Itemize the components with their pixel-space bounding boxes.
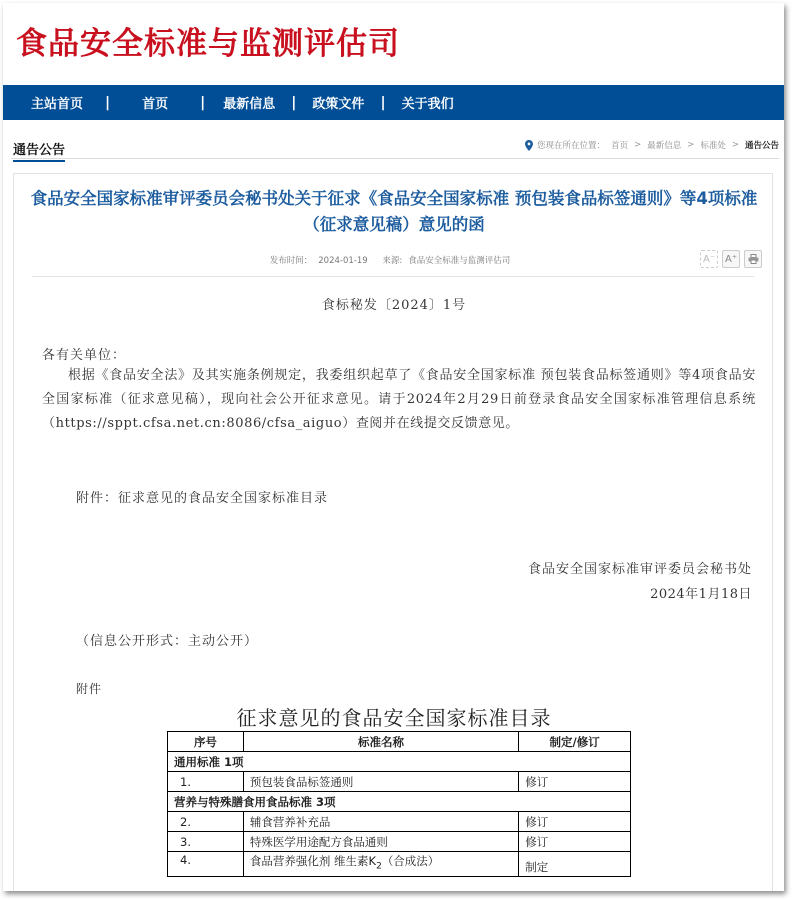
row-name-suffix: （合成法） (381, 854, 440, 868)
print-icon (748, 254, 759, 264)
nav-item-latest-info[interactable]: 最新信息 (223, 97, 276, 112)
print-button[interactable] (744, 250, 762, 268)
breadcrumb-separator: > (687, 140, 695, 150)
main-nav (3, 85, 784, 120)
publish-label: 发布时间： (269, 256, 313, 266)
article-meta (14, 254, 772, 272)
signer: 食品安全国家标准审评委员会秘书处 (527, 562, 752, 577)
font-increase-icon: A⁺ (724, 253, 738, 265)
row-name-main: 食品营养强化剂 维生素K (249, 854, 377, 868)
group-label: 通用标准 1项 (168, 752, 631, 772)
nav-separator: | (200, 94, 206, 111)
row-name (243, 852, 518, 877)
source-label: 来源: (382, 256, 403, 266)
font-decrease-icon: A⁻ (702, 253, 716, 265)
breadcrumb-notices[interactable]: 通告公告 (744, 141, 779, 151)
row-no: 1. (168, 772, 244, 792)
attachment-label: 附件 (76, 682, 103, 696)
group-row (168, 792, 631, 812)
nav-item-main-site[interactable]: 主站首页 (31, 97, 84, 112)
catalog-title: 征求意见的食品安全国家标准目录 (236, 706, 552, 730)
site-logo[interactable]: 食品安全标准与监测评估司 (16, 26, 400, 62)
nav-item-policy-documents[interactable]: 政策文件 (312, 97, 365, 112)
table-row (168, 812, 631, 832)
table-row (168, 852, 631, 877)
row-no: 2. (168, 812, 244, 832)
breadcrumb-standards-office[interactable]: 标准处 (700, 141, 726, 151)
header-name: 标准名称 (243, 732, 518, 752)
nav-item-about-us[interactable]: 关于我们 (401, 97, 454, 112)
row-name-subscript: 2 (376, 861, 382, 872)
nav-separator: | (380, 94, 386, 111)
breadcrumb (525, 139, 779, 151)
article-tools (700, 250, 762, 268)
row-name: 辅食营养补充品 (243, 812, 518, 832)
article-title: 食品安全国家标准审评委员会秘书处关于征求《食品安全国家标准 预包装食品标签通则》等4项标准（征求意见稿）意见的函 (30, 189, 758, 234)
group-label: 营养与特殊膳食用食品标准 3项 (168, 792, 631, 812)
table-header-row (168, 732, 631, 752)
divider (32, 276, 754, 277)
sign-date: 2024年1月18日 (650, 587, 752, 602)
group-row (168, 752, 631, 772)
article-container (13, 173, 773, 891)
section-header (11, 133, 779, 159)
font-decrease-button[interactable] (700, 250, 718, 268)
attachment-note: 附件：征求意见的食品安全国家标准目录 (76, 491, 329, 506)
page-frame (3, 3, 784, 891)
row-type: 制定 (519, 852, 631, 877)
site-header (3, 3, 784, 85)
row-type: 修订 (519, 812, 631, 832)
row-no: 4. (168, 852, 244, 877)
body-paragraph: 根据《食品安全法》及其实施条例规定，我委组织起草了《食品安全国家标准 预包装食品标签通则》等4项食品安全国家标准（征求意见稿），现向社会公开征求意见。请于2024年2月29日前登录食品安全国家标准管理信息系统（https://sppt.cfsa.net.cn:8086/cfsa_aiguo）查阅并在线提交反馈意见。 (42, 368, 756, 431)
location-pin-icon (525, 140, 533, 151)
nav-separator: | (105, 94, 111, 111)
row-type: 修订 (519, 772, 631, 792)
table-row (168, 832, 631, 852)
breadcrumb-home[interactable]: 首页 (611, 141, 629, 151)
breadcrumb-separator: > (634, 140, 642, 150)
row-no: 3. (168, 832, 244, 852)
document-number: 食标秘发〔2024〕1号 (321, 298, 467, 313)
standards-catalog-table (167, 731, 631, 877)
nav-item-home[interactable]: 首页 (142, 97, 169, 112)
row-name: 特殊医学用途配方食品通则 (243, 832, 518, 852)
table-row (168, 772, 631, 792)
section-title: 通告公告 (13, 139, 65, 162)
breadcrumb-latest-info[interactable]: 最新信息 (647, 141, 682, 151)
disclosure-note: （信息公开形式：主动公开） (76, 634, 259, 649)
nav-separator: | (291, 94, 297, 111)
source-name: 食品安全标准与监测评估司 (408, 256, 511, 266)
row-name: 预包装食品标签通则 (243, 772, 518, 792)
breadcrumb-prefix: 您现在所在位置： (537, 141, 606, 151)
header-type: 制定/修订 (519, 732, 631, 752)
publish-date: 2024-01-19 (318, 256, 368, 266)
font-increase-button[interactable] (722, 250, 740, 268)
header-no: 序号 (168, 732, 244, 752)
breadcrumb-separator: > (731, 140, 739, 150)
salutation: 各有关单位： (42, 348, 127, 363)
row-type: 修订 (519, 832, 631, 852)
